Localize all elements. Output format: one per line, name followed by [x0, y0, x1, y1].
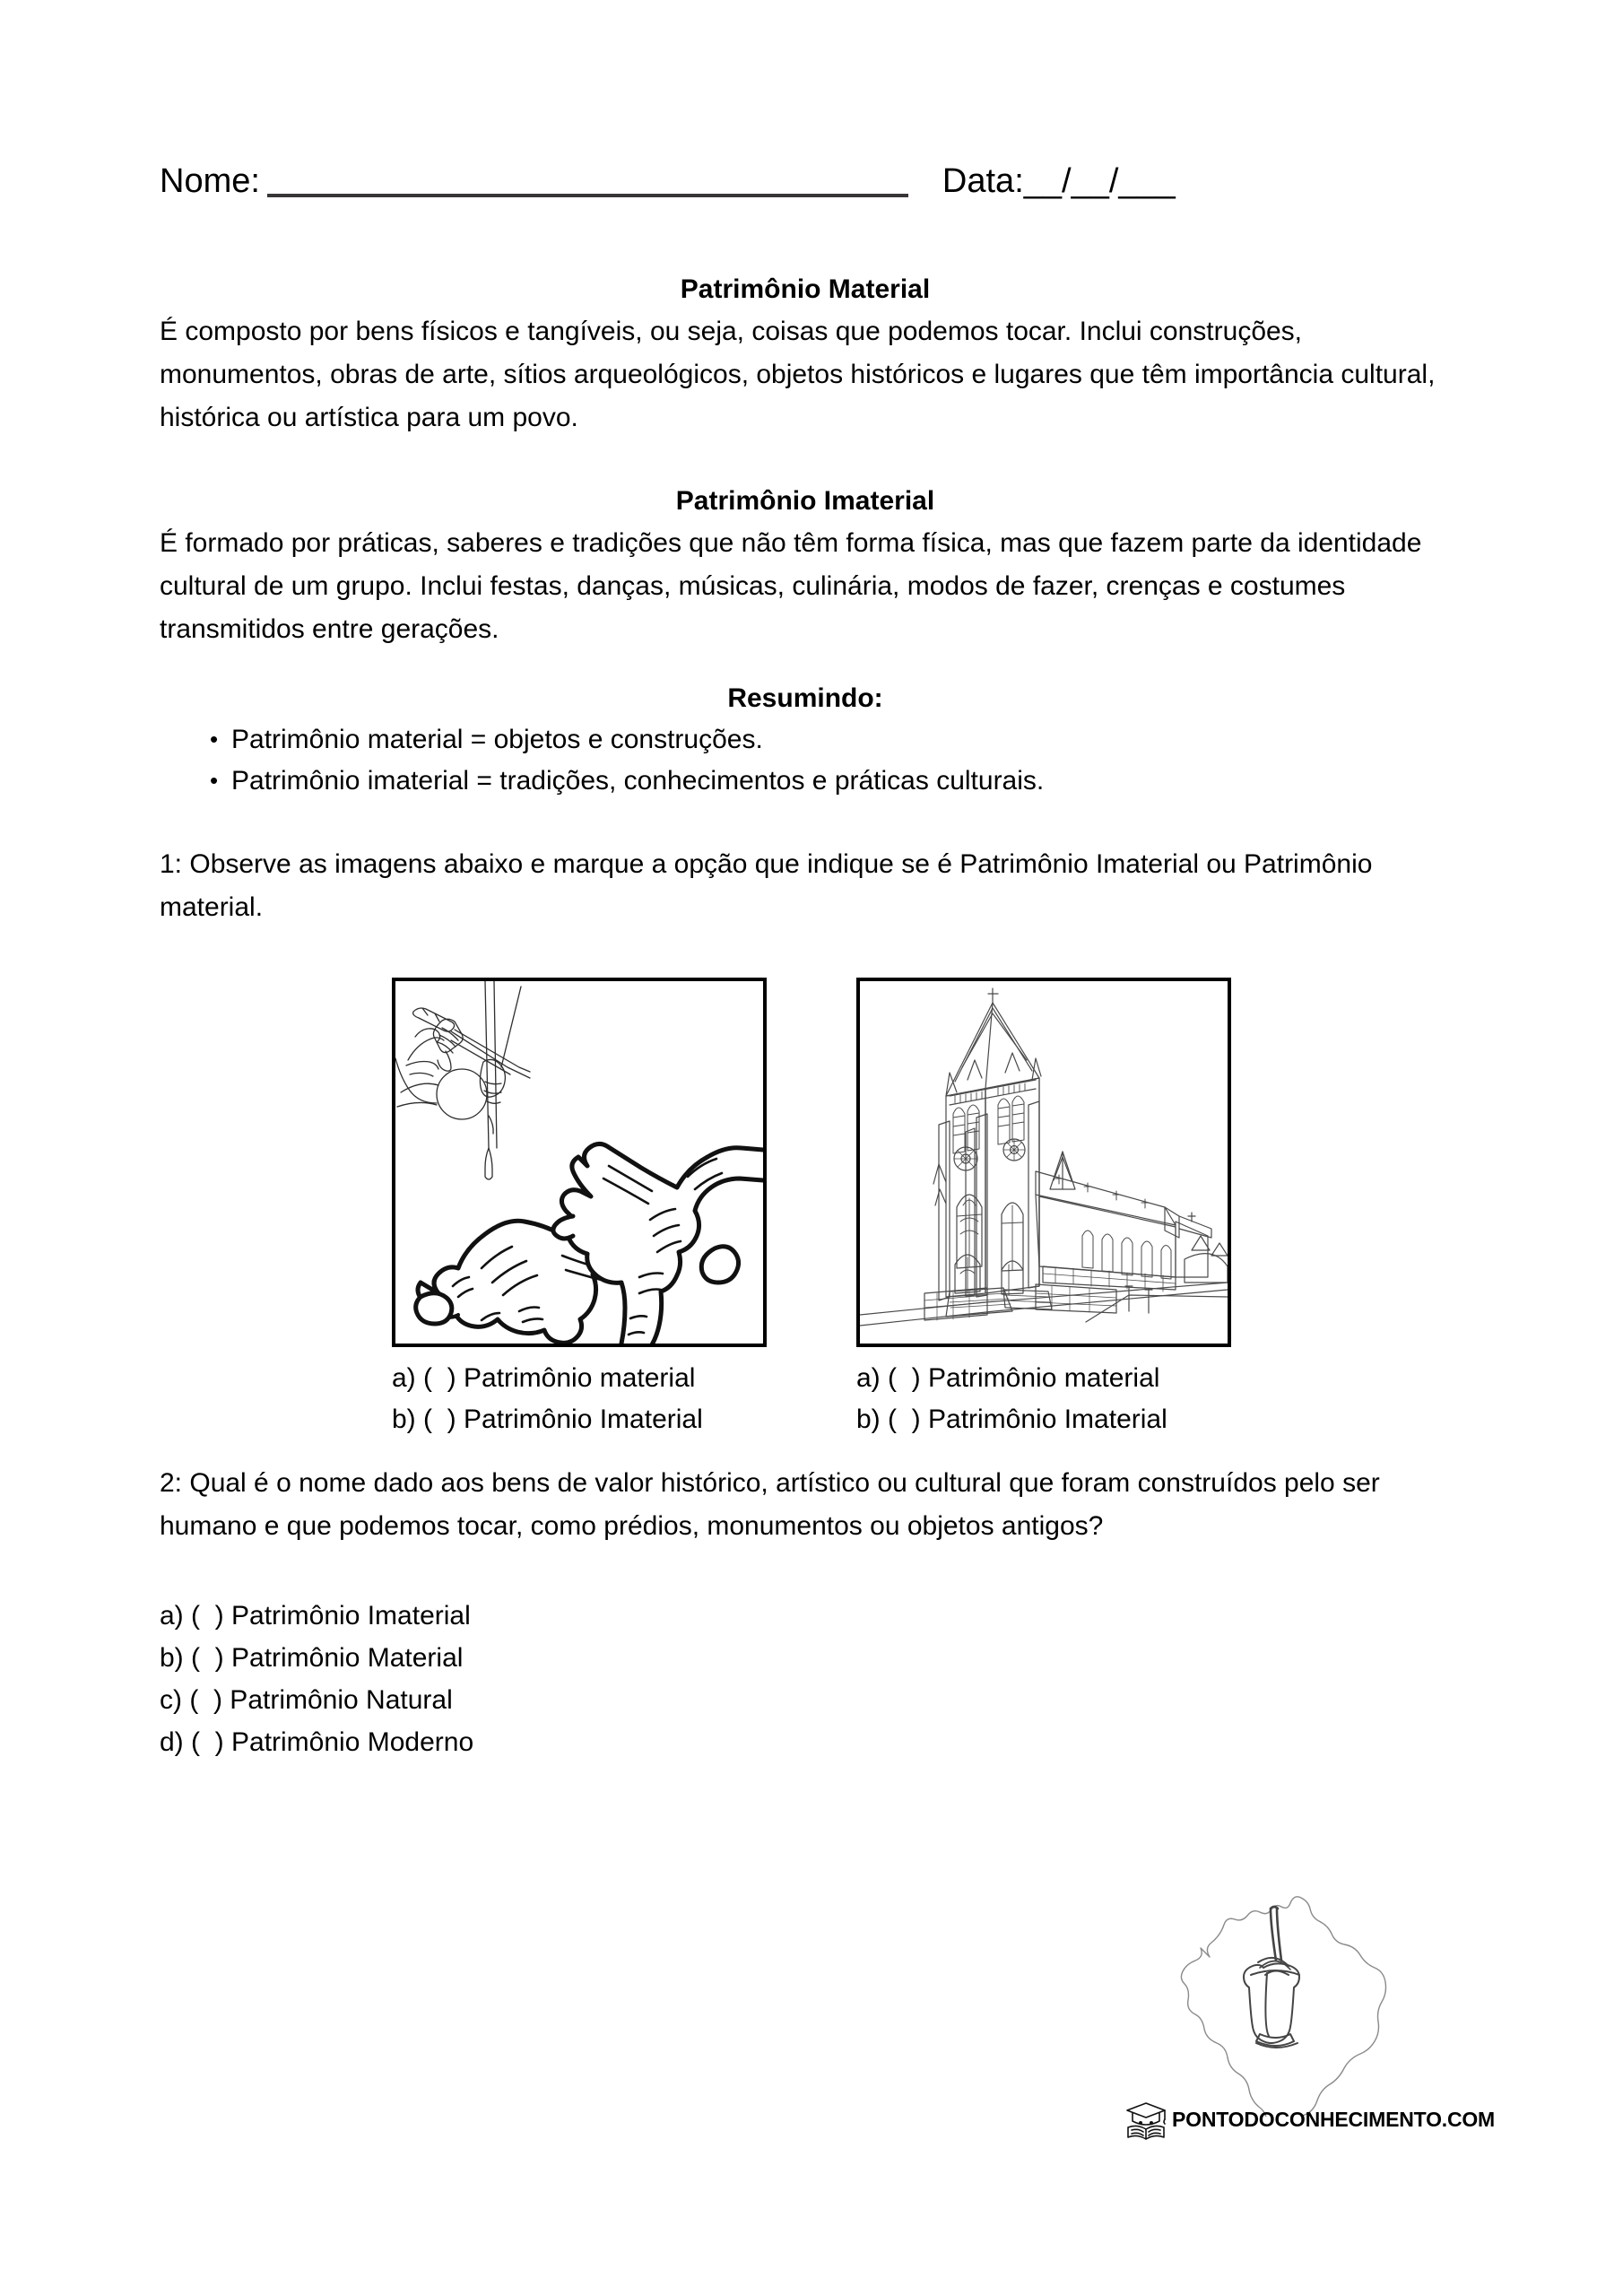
capoeira-illustration	[392, 978, 767, 1347]
section-title-imaterial: Patrimônio Imaterial	[675, 486, 935, 516]
question-2-options	[160, 1595, 1451, 1763]
question-2-text: 2: Qual é o nome dado aos bens de valor histórico, artístico ou cultural que foram construídos pelo ser humano e que podemos tocar, como prédios, monumentos ou objetos antigos?	[160, 1468, 1380, 1541]
question-1-figures	[0, 978, 1623, 1440]
option-a[interactable]: a) ( ) Patrimônio material	[392, 1363, 696, 1393]
spacer	[160, 651, 1451, 678]
church-illustration	[856, 978, 1231, 1347]
figure-1-options	[392, 1358, 767, 1440]
footer-watermark	[1125, 1892, 1511, 2161]
brand-text: PONTODOCONHECIMENTO.COM	[1172, 2107, 1496, 2131]
option-b[interactable]: b) ( ) Patrimônio Material	[160, 1643, 464, 1673]
option-c[interactable]: c) ( ) Patrimônio Natural	[160, 1685, 453, 1715]
figure-block-church	[856, 978, 1231, 1440]
name-label: Nome:	[160, 162, 260, 200]
question-2-block	[160, 1462, 1451, 1763]
summary-title: Resumindo:	[727, 683, 883, 713]
figure-2-options	[856, 1358, 1231, 1440]
lesson-content	[160, 269, 1451, 929]
section-title-material: Patrimônio Material	[680, 274, 931, 304]
section-body-material: É composto por bens físicos e tangíveis, ou seja, coisas que podemos tocar. Inclui construções, monumentos, obras de arte, sítios arqueológicos, objetos históricos e lugares que têm importância cultural, histórica ou artística para um povo.	[160, 317, 1436, 432]
option-a[interactable]: a) ( ) Patrimônio material	[856, 1363, 1160, 1393]
list-item: • Patrimônio material = objetos e construções.	[210, 719, 1451, 761]
option-b[interactable]: b) ( ) Patrimônio Imaterial	[392, 1405, 703, 1434]
spacer	[160, 439, 1451, 481]
date-label: Data:__/__/___	[942, 162, 1176, 200]
option-a[interactable]: a) ( ) Patrimônio Imaterial	[160, 1601, 471, 1631]
summary-list	[160, 719, 1451, 802]
list-item: • Patrimônio imaterial = tradições, conhecimentos e práticas culturais.	[210, 761, 1451, 802]
graduation-cap-book-icon	[1125, 2099, 1167, 2140]
name-write-line[interactable]	[267, 194, 908, 197]
option-b[interactable]: b) ( ) Patrimônio Imaterial	[856, 1405, 1167, 1434]
brazil-map-chimarrao-icon	[1170, 1892, 1403, 2117]
section-body-imaterial: É formado por práticas, saberes e tradições que não têm forma física, mas que fazem parte da identidade cultural de um grupo. Inclui festas, danças, músicas, culinária, modos de fazer, crenças e costumes transmitidos entre gerações.	[160, 528, 1422, 644]
figure-block-capoeira	[392, 978, 767, 1440]
option-d[interactable]: d) ( ) Patrimônio Moderno	[160, 1727, 474, 1757]
student-header	[160, 161, 1433, 201]
question-1-text: 1: Observe as imagens abaixo e marque a opção que indique se é Patrimônio Imaterial ou Patrimônio material.	[160, 849, 1373, 922]
spacer	[160, 802, 1451, 843]
brand-lockup	[1125, 2099, 1495, 2140]
